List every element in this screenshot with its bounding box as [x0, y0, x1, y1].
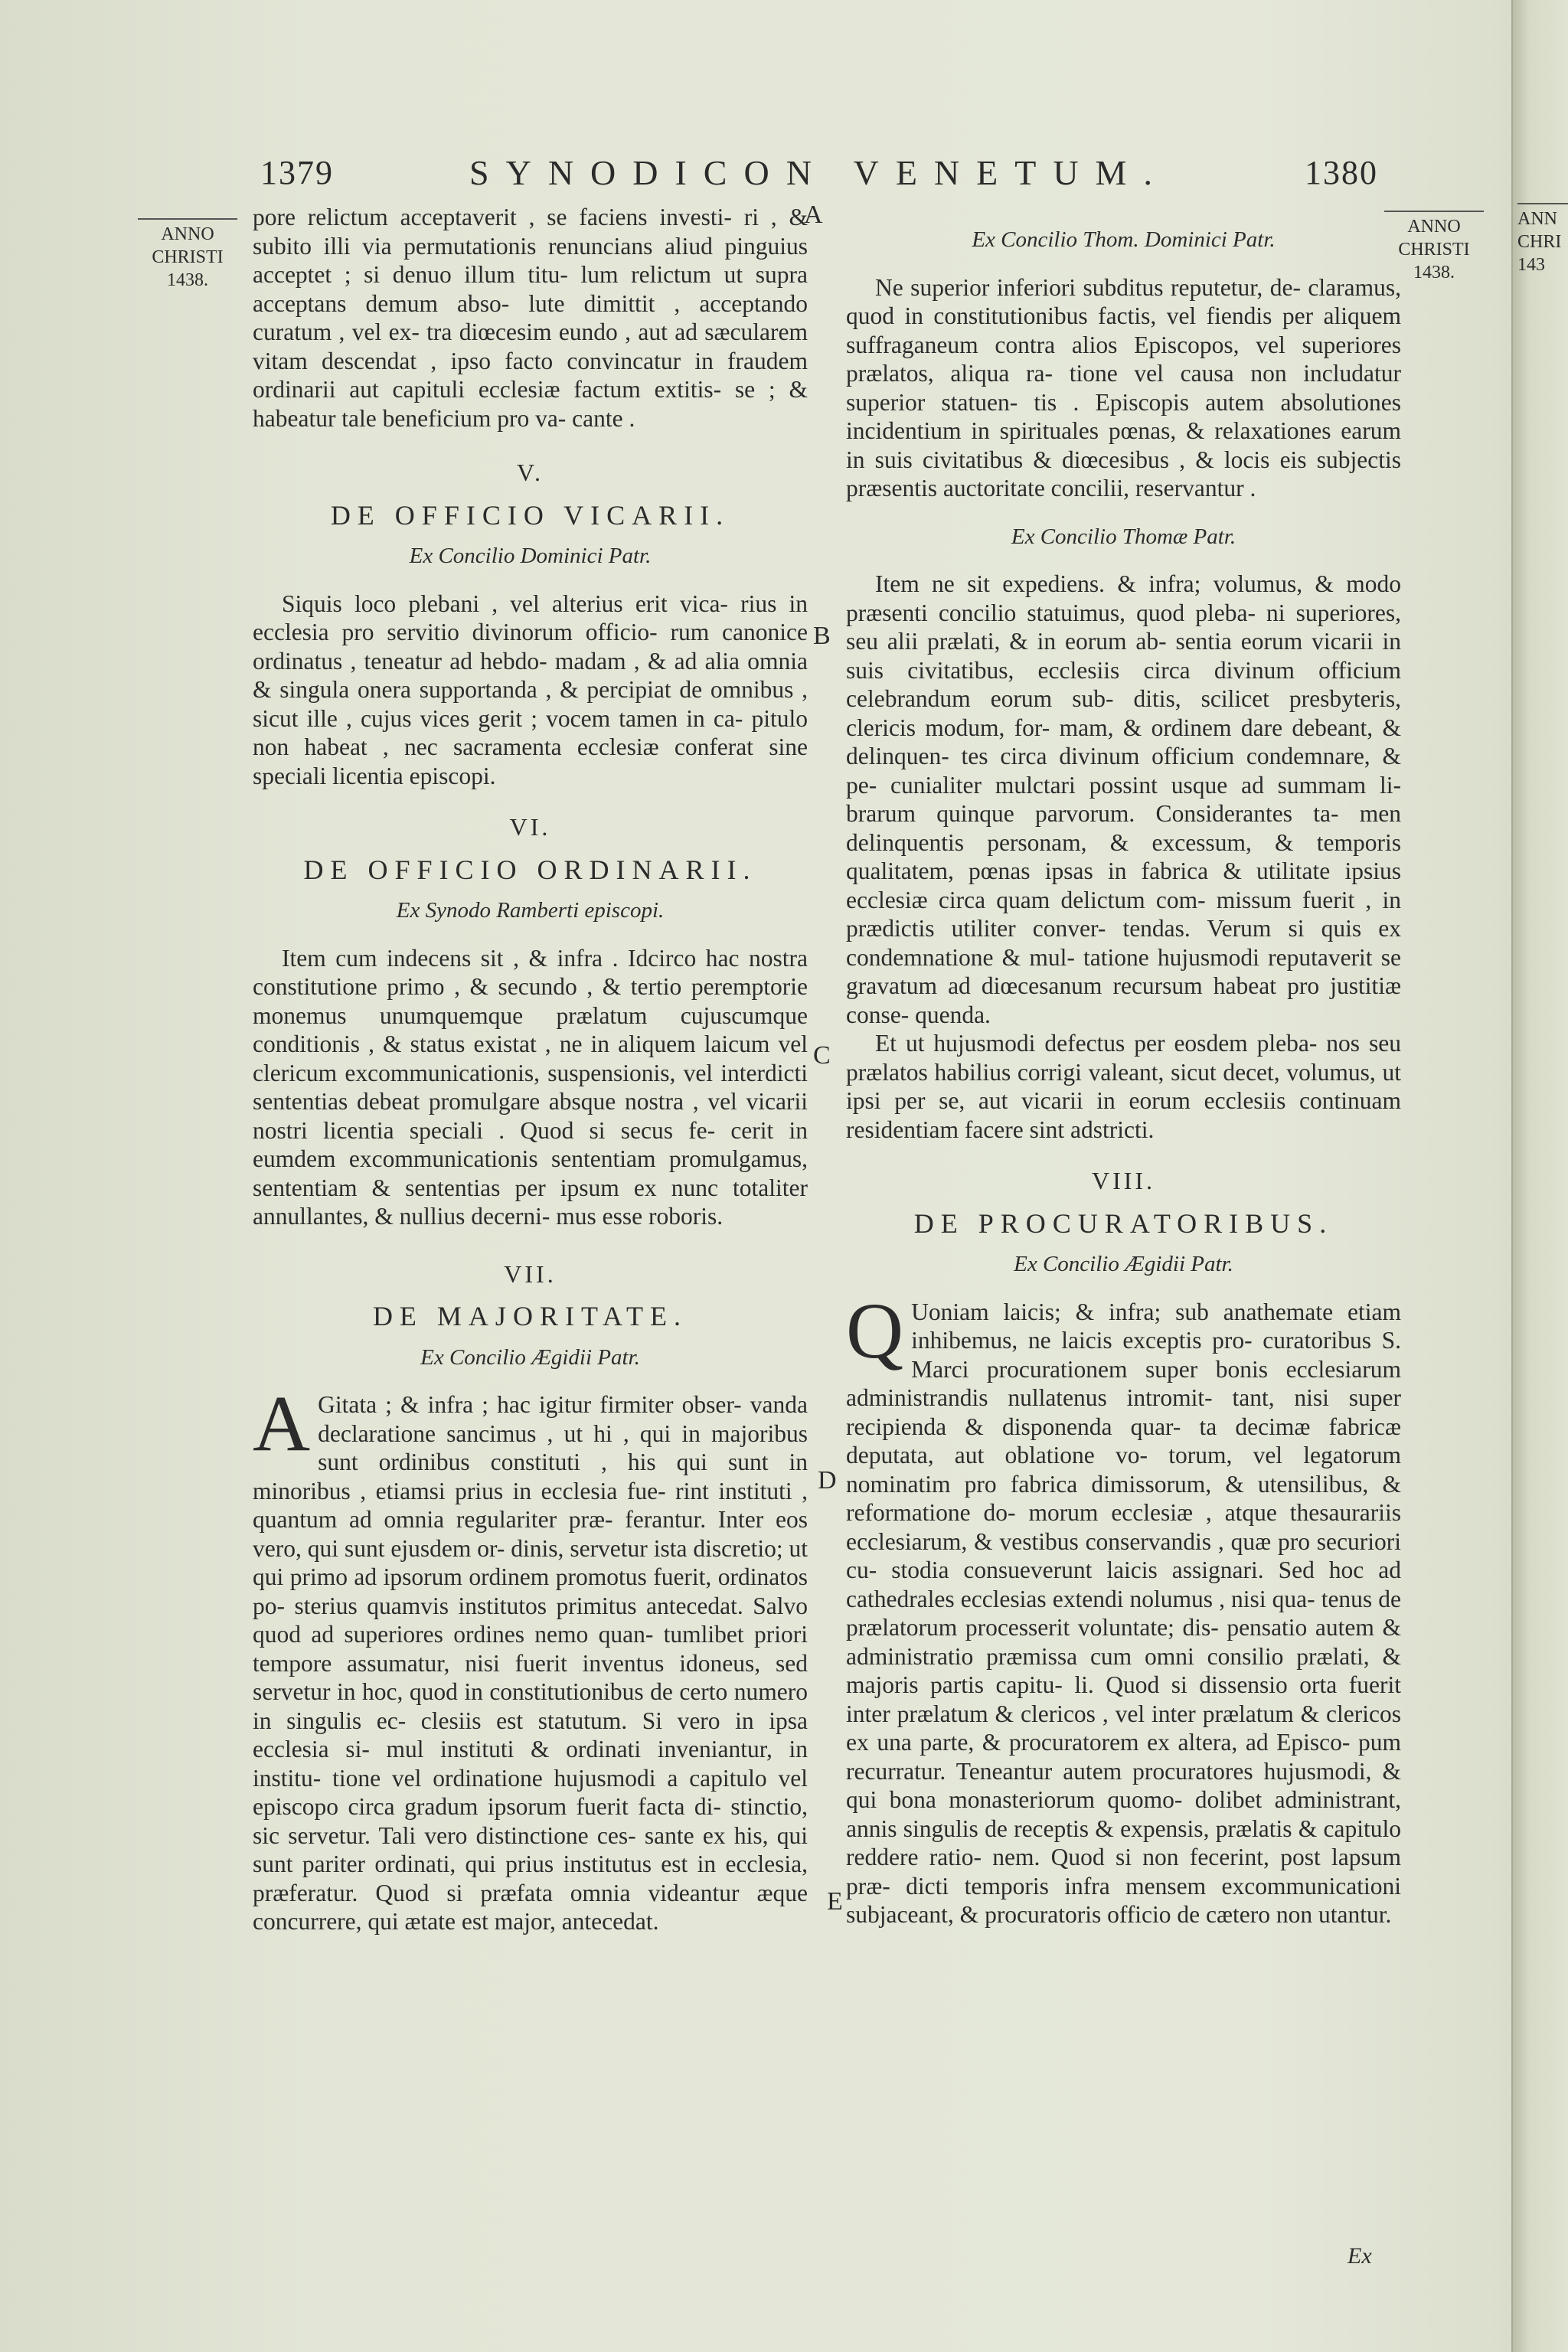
paragraph: Item cum indecens sit , & infra . Idcirco hac nostra constitutione primo , & secundo , & tertio peremptorie monemus unumquemque prælatum cujuscumque conditionis , & status existat , ne in aliquem laicum vel clericum excommunicationis, suspensionis, vel interdicti sententias debeat promulgare absque nostra , vel vicarii nostri licentia speciali . Quod si secus fe- cerit in eumdem excommunicationis sententiam promulgamus, sententiam & sententias per ipsum ex nunc totaliter annullantes, & nullius decerni- mus esse roboris.: [253, 944, 808, 1230]
section-source: Ex Synodo Ramberti episcopi.: [396, 898, 665, 923]
margin-anno: ANN: [1517, 203, 1568, 230]
margin-note-edge: [1517, 203, 1568, 276]
section-source: Ex Concilio Thomæ Patr.: [1011, 524, 1236, 549]
paragraph: pore relictum acceptaverit , se faciens investi- ri , & subito illi via permutationis renuncians aliud pinguius acceptet ; si denuo illum titu- lum relictum ut supra acceptans demum abso- lute dimittit , acceptando curatum , vel ex- tra diœcesim eundo , aut ad sæcularem vitam descendat , ipso facto convincatur in fraudem ordinarii aut capituli ecclesiæ factum extitis- se ; & habeatur tale beneficium pro va- cante .: [253, 204, 808, 432]
margin-christi: CHRISTI: [1398, 240, 1470, 260]
section-title: DE OFFICIO VICARII.: [330, 499, 730, 531]
paragraph: [253, 1380, 808, 1936]
paragraph: [846, 1286, 1401, 1929]
paragraph-text: Uoniam laicis; & infra; sub anathemate etiam inhibemus, ne laicis exceptis pro- curatoribus S. Marci procurationem super bonis ecclesiarum administrandis nullatenus intromit- tant, nisi super recipienda & disponenda quar- ta decimæ fabricæ deputata, aut oblatione vo- torum, vel legatorum nominatim pro fabrica dimissorum, & utensilibus, & reformatione do- morum ecclesiæ , atque thesaurariis ecclesiarum, & vestibus conservandis , quæ pro securiori cu- stodia consueverunt laicis assignari. Sed hoc ad cathedrales ecclesias extendi nolumus , nisi qua- tenus de prælatorum processerit voluntate; dis- pensatio autem & administratio præmissa cum omni consilio prælati, & majoris partis capitu- li. Quod si dissensio orta fuerit inter prælatum & clericos , vel inter prælatum & clericos ex una parte, & procuratorem ex altera, ad Episco- pum recurratur. Teneantur autem procuratores hujusmodi, & qui bona monasteriorum quomo- dolibet administrant, annis singulis de receptis & expensis, prælatis & capitulo reddere ratio- nem. Quod si non fecerint, post lapsum præ- dicti temporis infra mensem excommunicationi subjaceant, & procuratoris officio de cætero non utantur.: [846, 1298, 1401, 1928]
margin-year: 1438.: [1413, 263, 1455, 283]
margin-year: 1438.: [167, 270, 208, 290]
margin-christi: CHRISTI: [152, 247, 224, 267]
left-column: [253, 203, 808, 1936]
section-source: Ex Concilio Dominici Patr.: [409, 544, 652, 568]
page-edge: [1511, 0, 1568, 2352]
right-column: [846, 203, 1401, 1929]
section-marker-b: B: [813, 622, 831, 650]
margin-anno: ANNO: [1384, 211, 1484, 238]
section-marker-d: D: [818, 1466, 837, 1494]
section-number: VIII.: [1091, 1167, 1156, 1194]
section-marker-a: A: [804, 201, 823, 229]
paragraph: Ne superior inferiori subditus reputetur, de- claramus, quod in constitutionibus factis, vel fiendis per aliquem suffraganeum contra alios Episcopos, vel superiores prælatos, aliqua ra- tione vel causa non includatur superior statuen- tis . Episcopis autem absolutiones incidentium in spirituales pœnas, & relaxationes earum in suis civitatibus & diœcesibus , & locis eis subjectis præsentis auctoritate concilii, reservantur .: [846, 273, 1401, 501]
paragraph: Item ne sit expediens. & infra; volumus, & modo præsenti concilio statuimus, quod pleba- ni superiores, seu alii prælati, & in eorum ab- sentia eorum vicarii in suis civitatibus, ecclesiis circa divinum officium celebrandum eorum sub- ditis, scilicet presbyteris, clericis modum, for- mam, & ordinem dare debeant, & delinquen- tes circa divinum officium condemnare, & pe- cunialiter mulctari possint usque ad summam li- brarum quinque parvorum. Considerantes ta- men delinquentis personam, & excessum, & temporis qualitatem, pœnas ipsas in fabrica & utilitate ipsius ecclesiæ circa quam delictum com- missum fuerit , in prædictis utiliter conver- tendas. Verum si quis ex condemnatione & mul- tatione hujusmodi reputaverit se gravatum ad diœcesanum recursum habeat pro justitiæ conse- quenda.: [846, 570, 1401, 1028]
section-marker-e: E: [827, 1887, 843, 1916]
section-source: Ex Concilio Thom. Dominici Patr.: [972, 227, 1276, 252]
section-number: VII.: [504, 1259, 557, 1288]
paragraph-text: Gitata ; & infra ; hac igitur firmiter obser- vanda declaratione sancimus , ut hi , qui in majoribus sunt ordinibus constituti , his qui sunt in minoribus , etiamsi prius in ecclesia fue- rint instituti , quantum ad omnia regulariter præ- ferantur. Inter eos vero, qui sunt ejusdem or- dinis, servetur ista discretio; ut qui primo ad ipsorum ordinem promotus fuerit, ordinatos po- sterius quamvis institutos primitus antecedat. Salvo quod ad superiores ordines nemo quan- tumlibet priori tempore assumatur, nisi fuerit inventus idoneus, sed servetur in hoc, quod in constitutionibus de certo numero in singulis ec- clesiis est statutum. Si vero in ipsa ecclesia si- mul instituti & ordinati inveniantur, in institu- tione vel ordinatione hujusmodi a capitulo vel episcopo circa gradum ipsorum fuerit facta di- stinctio, sic servetur. Tali vero distinctione ces- sante ex his, qui sunt pariter ordinati, qui prius institutus est in ecclesia, præferatur. Quod si præfata omnia videantur æque concurrere, qui ætate est major, antecedat.: [253, 1391, 808, 1935]
page-number-right: 1380: [1305, 153, 1378, 191]
drop-cap: A: [253, 1380, 311, 1468]
section-number: VI.: [509, 813, 551, 841]
margin-note-left: [138, 218, 237, 292]
section-source: Ex Concilio Ægidii Patr.: [420, 1344, 640, 1370]
margin-year: 143: [1517, 255, 1545, 275]
margin-christi: CHRI: [1517, 232, 1562, 252]
paragraph: Siquis loco plebani , vel alterius erit vica- rius in ecclesia pro servitio divinorum officio- rum canonice ordinatus , teneatur ad hebdo- madam , & ad alia omnia & singula onera supportanda , & percipiat de omnibus , sicut ille , cujus vices gerit ; vocem tamen in ca- pitulo non habeat , nec sacramenta ecclesiæ conferat sine speciali licentia episcopi.: [253, 590, 808, 789]
section-source: Ex Concilio Ægidii Patr.: [1014, 1252, 1233, 1276]
drop-cap: Q: [846, 1286, 904, 1375]
section-marker-c: C: [813, 1041, 831, 1070]
catchword: Ex: [1348, 2243, 1372, 2269]
section-title: DE OFFICIO ORDINARII.: [303, 854, 757, 885]
paragraph: Et ut hujusmodi defectus per eosdem pleba- nos seu prælatos habilius corrigi valeant, sicut decet, volumus, ut ipsi per se, aut vicarii in eorum ecclesiis continuam residentiam facere sint adstricti.: [846, 1030, 1401, 1143]
page-header: [260, 149, 1378, 195]
running-title: SYNODICON VENETUM.: [469, 152, 1169, 192]
section-number: V.: [517, 459, 544, 486]
section-title: DE PROCURATORIBUS.: [913, 1207, 1334, 1239]
margin-anno: ANNO: [138, 218, 237, 246]
section-title: DE MAJORITATE.: [372, 1301, 688, 1331]
page-number-left: 1379: [260, 153, 334, 191]
